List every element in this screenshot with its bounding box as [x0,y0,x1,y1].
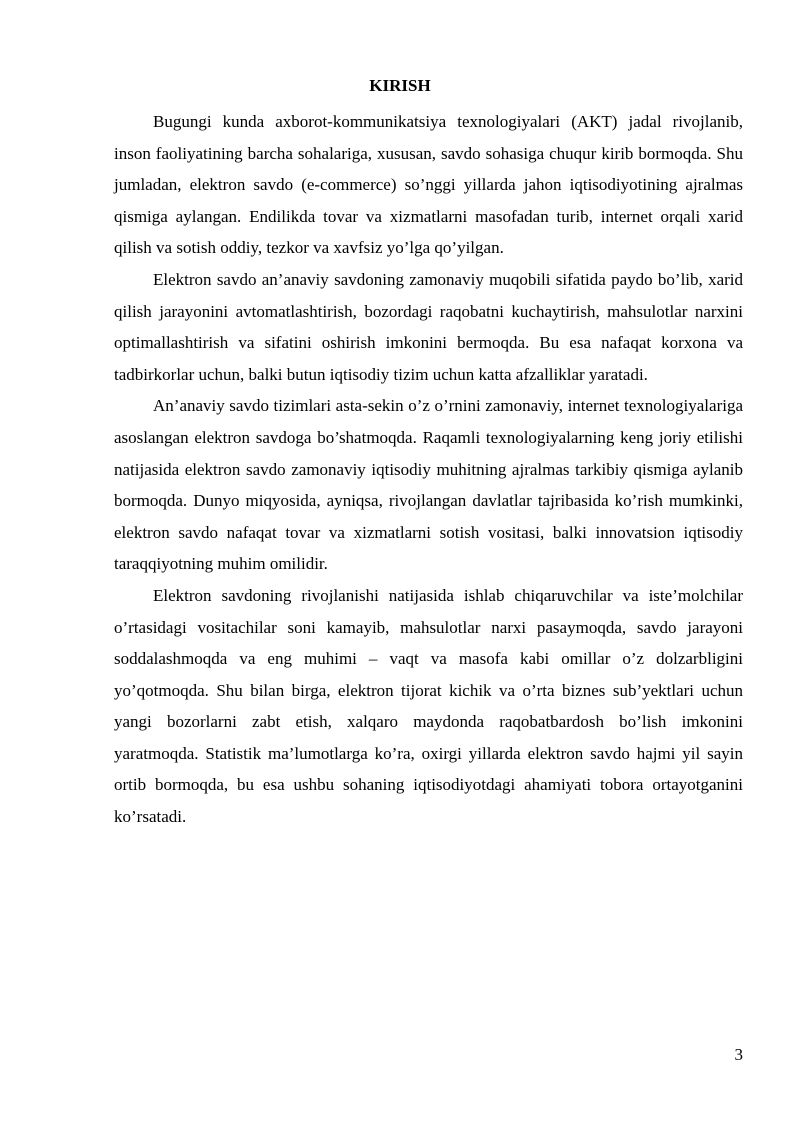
section-heading: KIRISH [369,76,431,95]
paragraph-3: An’anaviy savdo tizimlari asta-sekin o’z o’rnini zamonaviy, internet texnologiyalariga asoslangan elektron savdoga bo’shatmoqda. Raqamli texnologiyalarning keng joriy etilishi natijasida elektron savdo zamonaviy iqtisodiy muhitning ajralmas tarkibiy qismiga aylanib bormoqda. Dunyo miqyosida, ayniqsa, rivojlangan davlatlar tajribasida ko’rish mumkinki, elektron savdo nafaqat tovar va xizmatlarni sotish vositasi, balki innovatsion iqtisodiy taraqqiyotning muhim omilidir. [114,396,743,574]
page-number: 3 [734,1045,743,1064]
body-text [114,106,743,833]
paragraph-2: Elektron savdo an’anaviy savdoning zamonaviy muqobili sifatida paydo bo’lib, xarid qilish jarayonini avtomatlashtirish, bozordagi raqobatni kuchaytirish, mahsulotlar narxini optimallashtirish va sifatini oshirish imkonini bermoqda. Bu esa nafaqat korxona va tadbirkorlar uchun, balki butun iqtisodiy tizim uchun katta afzalliklar yaratadi. [114,269,743,384]
paragraph-4: Elektron savdoning rivojlanishi natijasida ishlab chiqaruvchilar va iste’molchilar o’rtasidagi vositachilar soni kamayib, mahsulotlar narxi pasaymoqda, savdo jarayoni soddalashmoqda va eng muhimi – vaqt va masofa kabi omillar o’z dolzarbligini yo’qotmoqda. Shu bilan birga, elektron tijorat kichik va o’rta biznes sub’yektlari uchun yangi bozorlarni zabt etish, xalqaro maydonda raqobatbardosh bo’lish imkonini yaratmoqda. Statistik ma’lumotlarga ko’ra, oxirgi yillarda elektron savdo hajmi yil sayin ortib bormoqda, bu esa ushbu sohaning iqtisodiyotdagi ahamiyati tobora ortayotganini ko’rsatadi. [114,585,743,827]
paragraph-1: Bugungi kunda axborot-kommunikatsiya texnologiyalari (AKT) jadal rivojlanib, inson faoliyatining barcha sohalariga, xususan, savdo sohasiga chuqur kirib bormoqda. Shu jumladan, elektron savdo (e-commerce) so’nggi yillarda jahon iqtisodiyotining ajralmas qismiga aylangan. Endilikda tovar va xizmatlarni masofadan turib, internet orqali xarid qilish va sotish oddiy, tezkor va xavfsiz yo’lga qo’yilgan. [114,112,743,258]
